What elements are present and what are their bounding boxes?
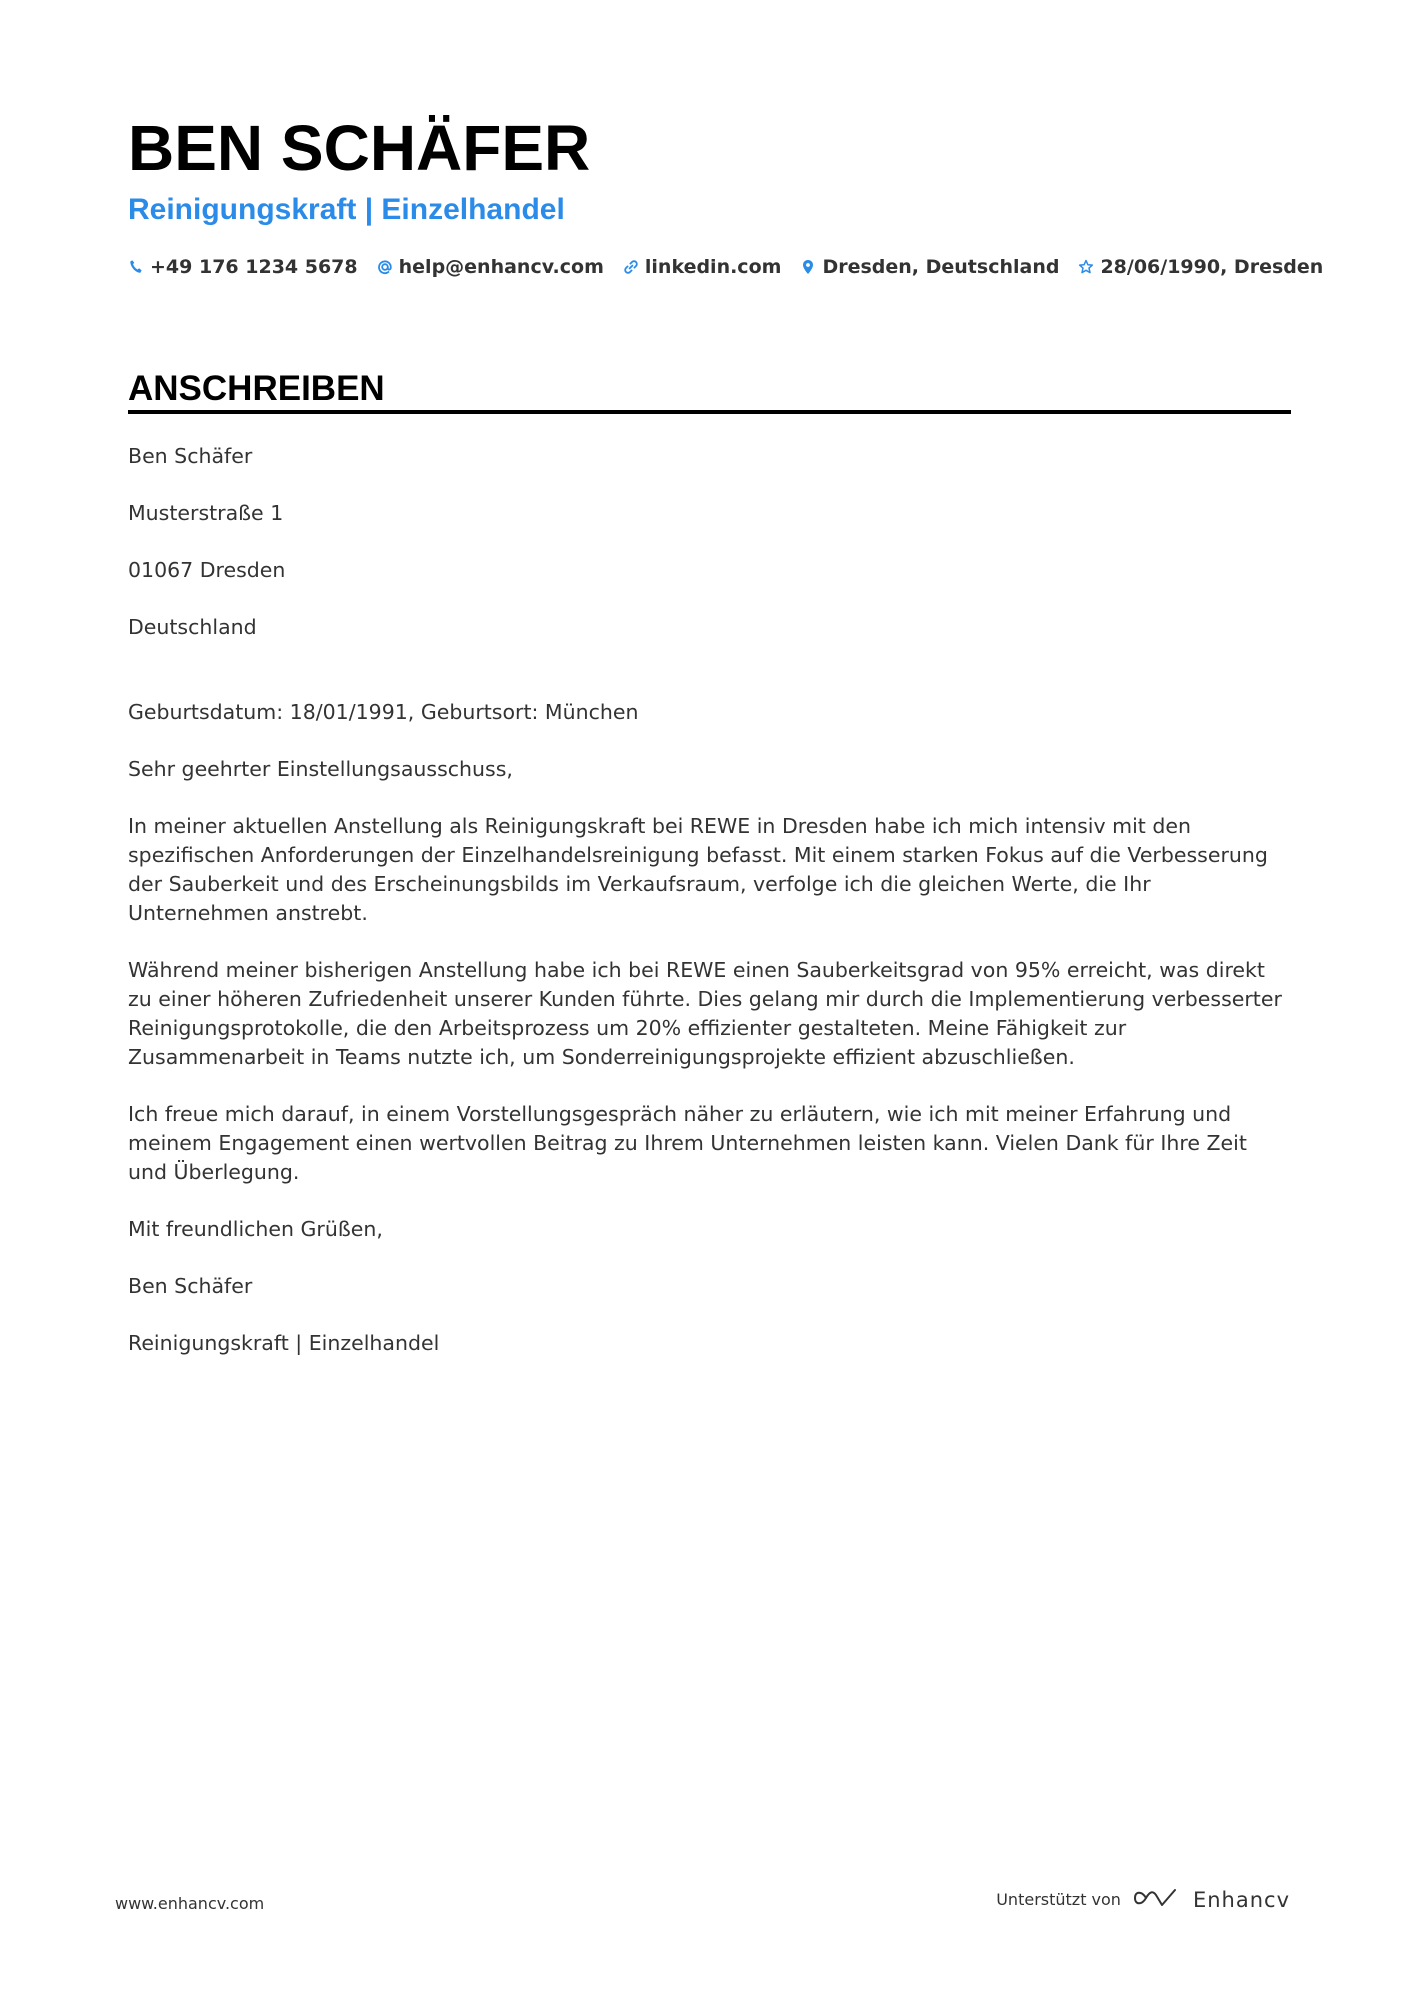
- enhancv-logo-icon: [1133, 1887, 1179, 1913]
- contact-birth: [1078, 252, 1323, 282]
- contact-email-text: help@enhancv.com: [398, 256, 604, 278]
- birth-info: Geburtsdatum: 18/01/1991, Geburtsort: München: [128, 700, 639, 724]
- signature-name: Ben Schäfer: [128, 1274, 253, 1298]
- link-icon: [623, 257, 639, 277]
- contact-phone-text: +49 176 1234 5678: [150, 256, 358, 278]
- contact-phone[interactable]: [128, 252, 358, 282]
- contact-email[interactable]: [377, 252, 604, 282]
- closing: Mit freundlichen Grüßen,: [128, 1217, 383, 1241]
- footer-branding[interactable]: [996, 1887, 1290, 1913]
- cover-letter-body: [128, 442, 1291, 1358]
- section-title: ANSCHREIBEN: [128, 369, 385, 408]
- contact-birth-text: 28/06/1990, Dresden: [1100, 256, 1324, 278]
- contact-location-text: Dresden, Deutschland: [822, 256, 1060, 278]
- salutation: Sehr geehrter Einstellungsausschuss,: [128, 757, 513, 781]
- brand-name: Enhancv: [1192, 1888, 1290, 1912]
- contact-location: [800, 252, 1059, 282]
- at-icon: [377, 257, 393, 277]
- sender-city: 01067 Dresden: [128, 558, 286, 582]
- footer-website[interactable]: www.enhancv.com: [115, 1894, 265, 1913]
- contact-bar: [128, 252, 1342, 282]
- phone-icon: [128, 257, 144, 277]
- contact-linkedin-text: linkedin.com: [644, 256, 782, 278]
- paragraph: Ich freue mich darauf, in einem Vorstellungsgespräch näher zu erläutern, wie ich mit meiner Erfahrung und meinem Engagement einen wertvollen Beitrag zu Ihrem Unternehmen leisten kann. Vielen Dank für Ihre Zeit und Überlegung.: [128, 1102, 1247, 1184]
- star-icon: [1078, 257, 1094, 277]
- sender-street: Musterstraße 1: [128, 501, 284, 525]
- job-title: Reinigungskraft | Einzelhandel: [128, 193, 565, 226]
- powered-by-label: Unterstützt von: [996, 1890, 1121, 1909]
- section-divider: [128, 410, 1291, 414]
- candidate-name: BEN SCHÄFER: [128, 112, 591, 184]
- contact-linkedin[interactable]: [623, 252, 782, 282]
- paragraph: Während meiner bisherigen Anstellung habe ich bei REWE einen Sauberkeitsgrad von 95% erreicht, was direkt zu einer höheren Zufriedenheit unserer Kunden führte. Dies gelang mir durch die Implementierung verbesserter Reinigungsprotokolle, die den Arbeitsprozess um 20% effizienter gestalteten. Meine Fähigkeit zur Zusammenarbeit in Teams nutzte ich, um Sonderreinigungsprojekte effizient abzuschließen.: [128, 958, 1282, 1069]
- sender-country: Deutschland: [128, 615, 257, 639]
- sender-name: Ben Schäfer: [128, 444, 253, 468]
- signature-title: Reinigungskraft | Einzelhandel: [128, 1331, 440, 1355]
- location-pin-icon: [800, 257, 816, 277]
- paragraph: In meiner aktuellen Anstellung als Reinigungskraft bei REWE in Dresden habe ich mich intensiv mit den spezifischen Anforderungen der Einzelhandelsreinigung befasst. Mit einem starken Fokus auf die Verbesserung der Sauberkeit und des Erscheinungsbilds im Verkaufsraum, verfolge ich die gleichen Werte, die Ihr Unternehmen anstrebt.: [128, 814, 1268, 925]
